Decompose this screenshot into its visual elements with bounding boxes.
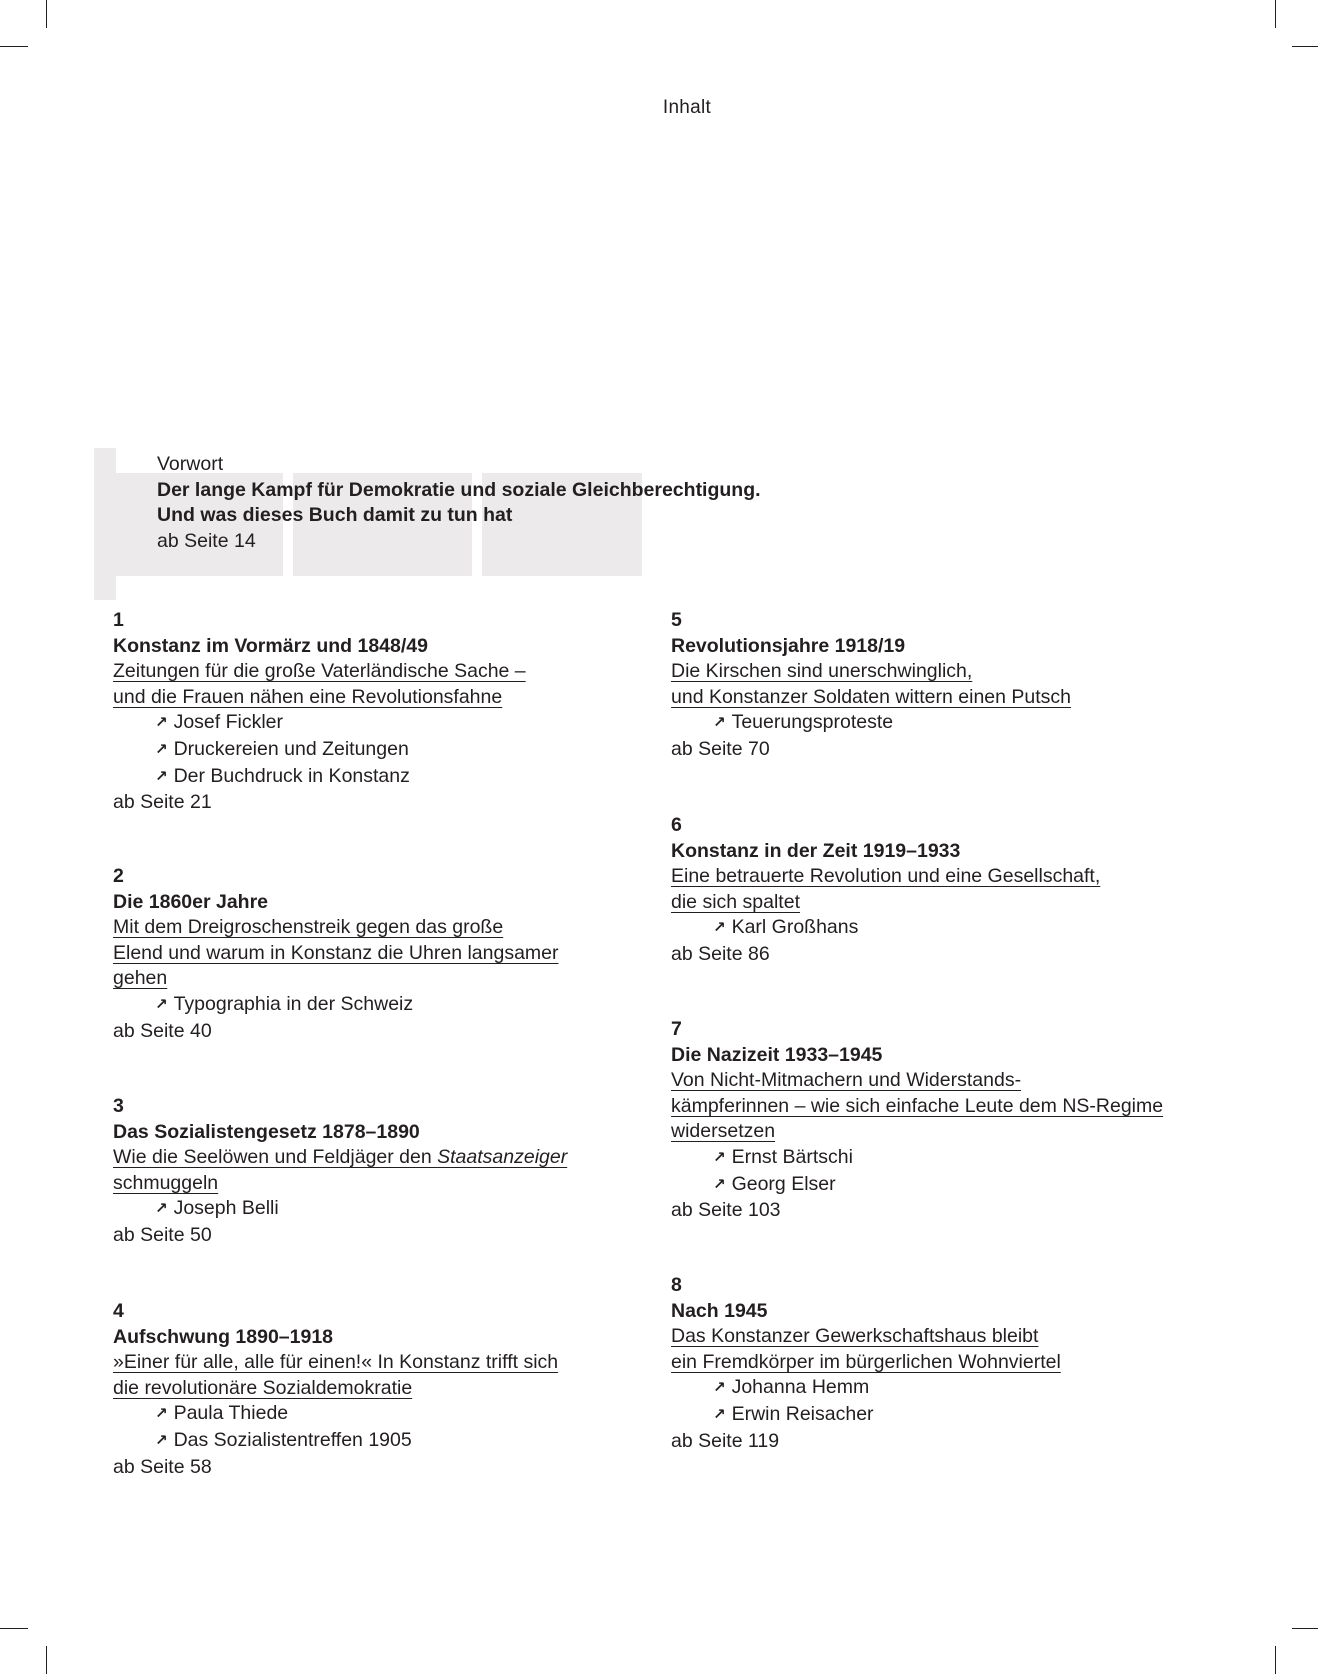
chapter-subtitle: ein Fremdkörper im bürgerlichen Wohnviertel <box>671 1350 1061 1373</box>
arrow-icon: ↗ <box>713 1405 726 1423</box>
crop-mark <box>1275 1646 1276 1674</box>
vorwort-label: Vorwort <box>157 453 224 475</box>
chapter-subtitle: und die Frauen nähen eine Revolutionsfahne <box>113 685 503 708</box>
topic-item[interactable]: ↗ Erwin Reisacher <box>671 1402 1061 1429</box>
page-reference: ab Seite 21 <box>113 791 212 814</box>
chapter-number: 1 <box>113 609 124 631</box>
arrow-icon: ↗ <box>713 1379 726 1397</box>
crop-mark <box>1275 0 1276 28</box>
arrow-icon: ↗ <box>155 995 168 1013</box>
topic-item[interactable]: ↗ Paula Thiede <box>113 1401 558 1428</box>
chapter-subtitle: kämpferinnen – wie sich einfache Leute dem NS-Regime <box>671 1094 1164 1117</box>
chapter-title: Die 1860er Jahre <box>113 890 269 913</box>
chapter-subtitle: schmuggeln <box>113 1171 219 1194</box>
chapter-subtitle: und Konstanzer Soldaten wittern einen Putsch <box>671 685 1072 708</box>
chapter-subtitle: »Einer für alle, alle für einen!« In Konstanz trifft sich <box>113 1351 559 1374</box>
page-reference: ab Seite 40 <box>113 1019 212 1042</box>
chapter-entry[interactable] <box>113 608 526 816</box>
arrow-icon: ↗ <box>155 1431 168 1449</box>
chapter-entry[interactable] <box>671 1017 1163 1224</box>
chapter-subtitle: Elend und warum in Konstanz die Uhren langsamer <box>113 941 559 964</box>
chapter-subtitle: widersetzen <box>671 1120 776 1143</box>
chapter-title: Revolutionsjahre 1918/19 <box>671 634 906 657</box>
topic-item[interactable]: ↗ Josef Fickler <box>113 710 526 737</box>
topic-item[interactable]: ↗ Teuerungsproteste <box>671 710 1071 737</box>
topic-item[interactable]: ↗ Georg Elser <box>671 1172 1163 1199</box>
arrow-icon: ↗ <box>155 714 168 732</box>
crop-mark <box>1292 1628 1318 1629</box>
chapter-number: 6 <box>671 814 682 836</box>
crop-mark <box>1292 46 1318 47</box>
chapter-subtitle: Die Kirschen sind unerschwinglich, <box>671 660 973 683</box>
page-reference: ab Seite 86 <box>671 942 770 965</box>
topic-item[interactable]: ↗ Typographia in der Schweiz <box>113 992 559 1019</box>
page-reference: ab Seite 14 <box>157 529 256 552</box>
page-reference: ab Seite 70 <box>671 737 770 760</box>
chapter-subtitle: Zeitungen für die große Vaterländische Sache – <box>113 660 526 683</box>
page-reference: ab Seite 119 <box>671 1429 780 1452</box>
vorwort-entry[interactable] <box>157 452 761 554</box>
vorwort-title: Der lange Kampf für Demokratie und soziale Gleichberechtigung. <box>157 478 761 501</box>
chapter-subtitle: gehen <box>113 967 168 990</box>
arrow-icon: ↗ <box>155 767 168 785</box>
crop-mark <box>0 46 28 47</box>
chapter-number: 2 <box>113 865 124 887</box>
arrow-icon: ↗ <box>155 1200 168 1218</box>
chapter-title: Konstanz im Vormärz und 1848/49 <box>113 634 428 657</box>
arrow-icon: ↗ <box>713 714 726 732</box>
decor-bracket-shape <box>94 448 116 600</box>
chapter-title: Die Nazizeit 1933–1945 <box>671 1043 883 1066</box>
page-reference: ab Seite 50 <box>113 1223 212 1246</box>
topic-item[interactable]: ↗ Ernst Bärtschi <box>671 1145 1163 1172</box>
chapter-title: Konstanz in der Zeit 1919–1933 <box>671 839 961 862</box>
topic-item[interactable]: ↗ Der Buchdruck in Konstanz <box>113 764 526 791</box>
chapter-entry[interactable] <box>671 608 1071 763</box>
vorwort-title: Und was dieses Buch damit zu tun hat <box>157 504 513 527</box>
chapter-number: 7 <box>671 1018 682 1040</box>
chapter-title: Nach 1945 <box>671 1299 768 1322</box>
chapter-subtitle: Mit dem Dreigroschenstreik gegen das große <box>113 916 504 939</box>
chapter-title: Aufschwung 1890–1918 <box>113 1325 334 1348</box>
crop-mark <box>46 0 47 28</box>
chapter-entry[interactable] <box>671 813 1100 968</box>
arrow-icon: ↗ <box>155 740 168 758</box>
arrow-icon: ↗ <box>155 1405 168 1423</box>
chapter-entry[interactable] <box>113 1299 558 1480</box>
chapter-subtitle: die sich spaltet <box>671 890 800 913</box>
topic-item[interactable]: ↗ Druckereien und Zeitungen <box>113 737 526 764</box>
chapter-number: 5 <box>671 609 682 631</box>
crop-mark <box>46 1646 47 1674</box>
chapter-entry[interactable] <box>113 1094 567 1249</box>
chapter-subtitle: Wie die Seelöwen und Feldjäger den Staatsanzeiger <box>113 1146 568 1169</box>
topic-item[interactable]: ↗ Karl Großhans <box>671 915 1100 942</box>
topic-item[interactable]: ↗ Joseph Belli <box>113 1196 567 1223</box>
page-reference: ab Seite 58 <box>113 1455 212 1478</box>
chapter-subtitle: die revolutionäre Sozialdemokratie <box>113 1376 413 1399</box>
arrow-icon: ↗ <box>713 1148 726 1166</box>
page-title: Inhalt <box>662 97 712 118</box>
chapter-subtitle: Von Nicht-Mitmachern und Widerstands- <box>671 1069 1022 1092</box>
chapter-entry[interactable] <box>671 1273 1061 1454</box>
chapter-title: Das Sozialistengesetz 1878–1890 <box>113 1120 420 1143</box>
chapter-entry[interactable] <box>113 864 559 1044</box>
topic-item[interactable]: ↗ Das Sozialistentreffen 1905 <box>113 1428 558 1455</box>
crop-mark <box>0 1628 28 1629</box>
arrow-icon: ↗ <box>713 1175 726 1193</box>
topic-item[interactable]: ↗ Johanna Hemm <box>671 1375 1061 1402</box>
chapter-number: 3 <box>113 1095 124 1117</box>
arrow-icon: ↗ <box>713 919 726 937</box>
chapter-subtitle: Das Konstanzer Gewerkschaftshaus bleibt <box>671 1325 1039 1348</box>
decor-bracket-shape <box>94 448 108 454</box>
chapter-subtitle: Eine betrauerte Revolution und eine Gesellschaft, <box>671 865 1101 888</box>
page-reference: ab Seite 103 <box>671 1199 781 1222</box>
chapter-number: 4 <box>113 1300 124 1322</box>
chapter-number: 8 <box>671 1274 682 1296</box>
